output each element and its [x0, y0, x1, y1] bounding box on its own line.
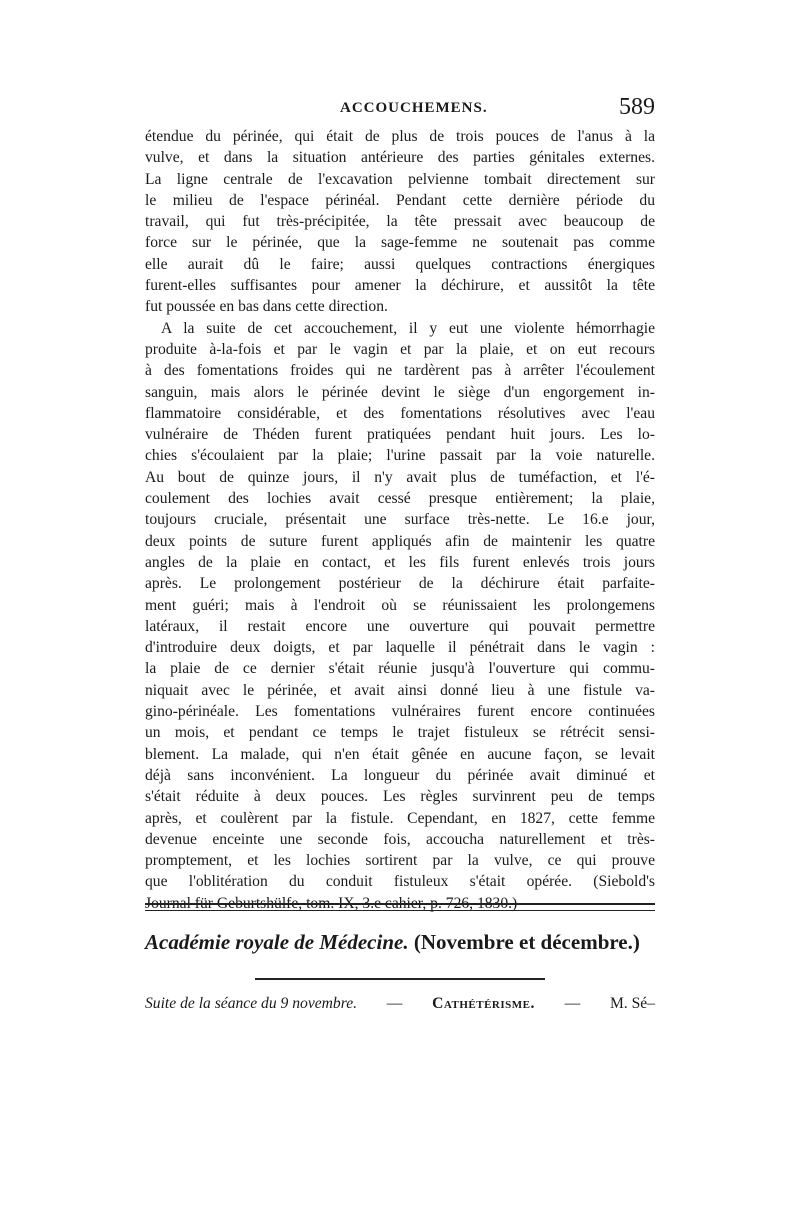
text-line: elle aurait dû le faire; aussi quelques contractions énergiques	[145, 255, 655, 273]
text-line: d'introduire deux doigts, et par laquelle il pénétrait dans le vagin :	[145, 639, 655, 657]
subhead-tail: M. Sé–	[609, 995, 655, 1012]
text-line: sanguin, mais alors le périnée devint le siège d'un engorgement in-	[145, 383, 655, 401]
text-line: que l'oblitération du conduit fistuleux s'était opérée. (Siebold's	[145, 873, 655, 891]
text-line: toujours cruciale, présentait une surface très-nette. Le 16.e jour,	[145, 511, 655, 529]
text-line: gino-périnéale. Les fomentations vulnéraires furent encore continuées	[145, 703, 655, 721]
text-line: s'était réduite à deux pouces. Les règles survinrent peu de temps	[145, 788, 655, 806]
subhead-topic: Cathétérisme.	[432, 995, 535, 1012]
session-subhead	[145, 995, 655, 1013]
text-line: latéraux, il restait encore une ouverture qui pouvait permettre	[145, 617, 655, 635]
page-number: 589	[619, 94, 655, 120]
section-heading-date: (Novembre et décembre.)	[408, 930, 640, 954]
text-line: après, et coulèrent par la fistule. Cependant, en 1827, cette femme	[145, 809, 655, 827]
text-line: ment guéri; mais à l'endroit où se réunissaient les prolongemens	[145, 596, 655, 614]
double-rule-divider	[145, 903, 655, 911]
running-head	[145, 94, 655, 124]
text-line: promptement, et les lochies sortirent par la vulve, ce qui prouve	[145, 852, 655, 870]
text-line: force sur le périnée, que la sage-femme ne soutenait pas comme	[145, 234, 655, 252]
text-line: un mois, et pendant ce temps le trajet fistuleux se rétrécit sensi-	[145, 724, 655, 742]
text-line: après. Le prolongement postérieur de la déchirure était parfaite-	[145, 575, 655, 593]
text-line: le milieu de l'espace périnéal. Pendant cette dernière période du	[145, 191, 655, 209]
text-line: niquait avec le périnée, et avait ainsi donné lieu à une fistule va-	[145, 681, 655, 699]
text-line: Journal für Geburtshülfe, tom. IX, 3.e cahier, p. 726, 1830.)	[145, 894, 518, 912]
text-line: travail, qui fut très-précipitée, la tête pressait avec beaucoup de	[145, 213, 655, 231]
text-line: devenue enceinte une seconde fois, accoucha naturellement et très-	[145, 830, 655, 848]
text-line: flammatoire considérable, et des fomentations résolutives avec l'eau	[145, 404, 655, 422]
section-heading-title: Académie royale de Médecine.	[145, 930, 409, 954]
text-line: déjà sans inconvénient. La longueur du périnée avait diminué et	[145, 766, 655, 784]
body-text	[145, 126, 655, 914]
text-line: furent-elles suffisantes pour amener la déchirure, et aussitôt la tête	[145, 277, 655, 295]
text-line: La ligne centrale de l'excavation pelvienne tombait directement sur	[145, 170, 655, 188]
subhead-dash: —	[386, 995, 403, 1012]
text-line: étendue du périnée, qui était de plus de trois pouces de l'anus à la	[145, 128, 655, 145]
running-title: ACCOUCHEMENS.	[340, 100, 488, 116]
text-line: produite à-la-fois et par le vagin et par la plaie, et on eut recours	[145, 340, 655, 358]
text-line: la plaie de ce dernier s'était réunie jusqu'à l'ouverture qui commu-	[145, 660, 655, 678]
text-line: Au bout de quinze jours, il n'y avait plus de tuméfaction, et l'é-	[145, 468, 655, 486]
text-line: chies s'écoulaient par la plaie; l'urine passait par la voie naturelle.	[145, 447, 655, 465]
single-rule-divider	[255, 978, 545, 980]
text-line: deux points de suture furent appliqués afin de maintenir les quatre	[145, 532, 655, 550]
text-line: angles de la plaie en contact, et les fils furent enlevés trois jours	[145, 553, 655, 571]
text-line: A la suite de cet accouchement, il y eut une violente hémorrhagie	[161, 319, 655, 337]
subhead-dash: —	[564, 995, 581, 1012]
section-heading	[145, 930, 665, 955]
text-line: fut poussée en bas dans cette direction.	[145, 298, 388, 316]
text-line: blement. La malade, qui n'en était gênée en aucune façon, se levait	[145, 745, 655, 763]
text-line: à des fomentations froides qui ne tardèrent pas à arrêter l'écoulement	[145, 362, 655, 380]
text-line: vulnéraire de Théden furent pratiquées pendant huit jours. Les lo-	[145, 426, 655, 444]
text-line: coulement des lochies avait cessé presque entièrement; la plaie,	[145, 490, 655, 508]
session-subhead-text: Suite de la séance du 9 novembre.	[145, 995, 358, 1012]
text-line: vulve, et dans la situation antérieure des parties génitales externes.	[145, 149, 655, 167]
